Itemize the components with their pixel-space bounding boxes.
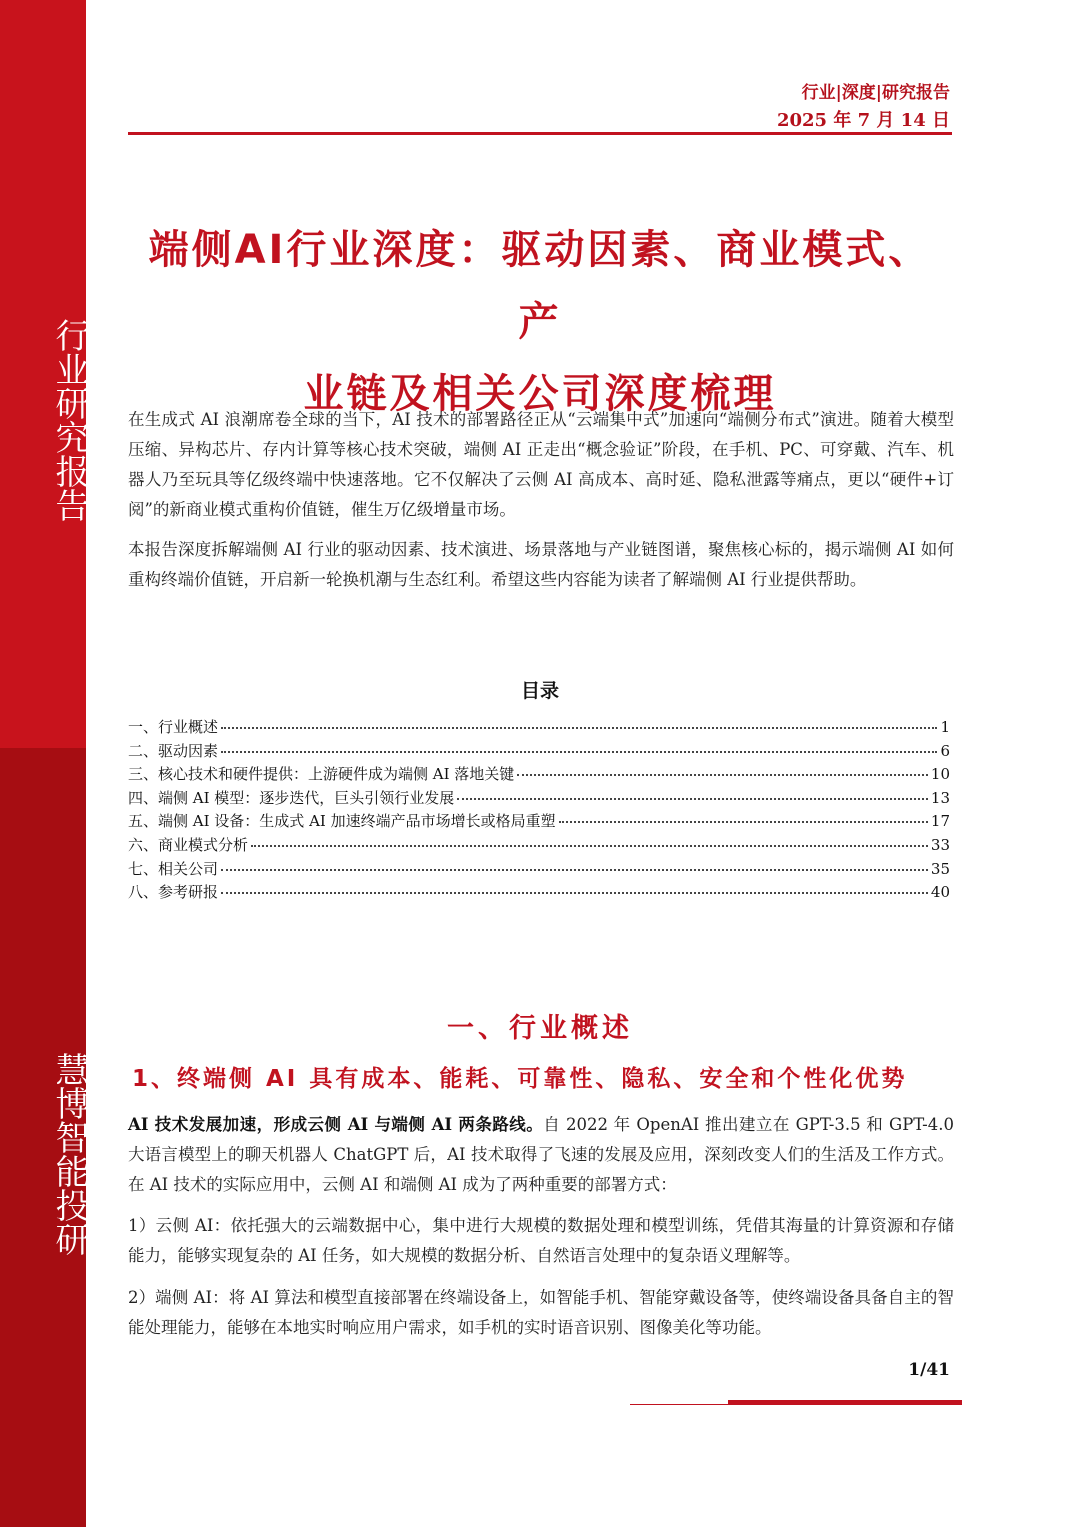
- toc-item[interactable]: [128, 740, 950, 764]
- report-date: 2025 年 7 月 14 日: [776, 110, 950, 131]
- intro-paragraph-1: 在生成式 AI 浪潮席卷全球的当下，AI 技术的部署路径正从“云端集中式”加速向“端侧分布式”演进。随着大模型压缩、异构芯片、存内计算等核心技术突破，端侧 AI 正走出“概念验证”阶段，在手机、PC、可穿戴、汽车、机器人乃至玩具等亿级终端中快速落地。它不仅解决了云侧 AI 高成本、高时延、隐私泄露等痛点，更以“硬件+订阅”的新商业模式重构价值链，催生万亿级增量市场。: [128, 410, 954, 519]
- toc-item-label: 四、端侧 AI 模型：逐步迭代，巨头引领行业发展: [128, 788, 455, 807]
- report-title-line1: 端侧AI行业深度：驱动因素、商业模式、产: [148, 227, 932, 345]
- toc-item-label: 五、端侧 AI 设备：生成式 AI 加速终端产品市场增长或格局重塑: [128, 812, 556, 831]
- report-title: [128, 214, 952, 430]
- toc-leader-dots: [457, 788, 928, 800]
- toc-leader-dots: [221, 741, 937, 753]
- body-paragraph-edge-ai: 2）端侧 AI：将 AI 算法和模型直接部署在终端设备上，如智能手机、智能穿戴设备等，使终端设备具备自主的智能处理能力，能够在本地实时响应用户需求，如手机的实时语音识别、图像美化等功能。: [128, 1288, 954, 1337]
- toc-leader-dots: [221, 859, 928, 871]
- body-lead-sentence: AI 技术发展加速，形成云侧 AI 与端侧 AI 两条路线。: [128, 1115, 544, 1134]
- intro-paragraph-2: 本报告深度拆解端侧 AI 行业的驱动因素、技术演进、场景落地与产业链图谱，聚焦核心标的，揭示端侧 AI 如何重构终端价值链，开启新一轮换机潮与生态红利。希望这些内容能为读者了解端侧 AI 行业提供帮助。: [128, 540, 954, 589]
- toc-item-page: 1: [940, 718, 950, 736]
- footer-divider-thin: [630, 1404, 962, 1405]
- toc-item[interactable]: [128, 858, 950, 882]
- section-heading: 一、行业概述: [447, 1013, 633, 1044]
- report-title-line2: 业链及相关公司深度梳理: [303, 371, 777, 417]
- report-tags: 行业|深度|研究报告: [801, 83, 950, 103]
- sidebar-report-type: 行业研究报告: [49, 318, 89, 522]
- toc-item-page: 6: [940, 741, 950, 760]
- toc-item-page: 35: [930, 859, 950, 878]
- toc-item-label: 一、行业概述: [128, 718, 219, 736]
- toc-item-label: 三、核心技术和硬件提供：上游硬件成为端侧 AI 落地关键: [128, 765, 515, 784]
- header-divider: [128, 132, 952, 135]
- sidebar-brand: 慧博智能投研: [49, 1052, 89, 1256]
- toc-item[interactable]: [128, 881, 950, 905]
- toc-leader-dots: [559, 811, 928, 823]
- body-paragraph-1-text: 自 2022 年 OpenAI 推出建立在 GPT-3.5 和 GPT-4.0 大语言模型上的聊天机器人 ChatGPT 后，AI 技术取得了飞速的发展及应用，深刻改变人们的生活及工作方式。在 AI 技术的实际应用中，云侧 AI 和端侧 AI 成为了两种重要的部署方式：: [128, 1115, 954, 1194]
- toc-item[interactable]: [128, 834, 950, 858]
- toc-leader-dots: [221, 882, 928, 894]
- body-paragraph-cloud-ai: 1）云侧 AI：依托强大的云端数据中心，集中进行大规模的数据处理和模型训练，凭借其海量的计算资源和存储能力，能够实现复杂的 AI 任务，如大规模的数据分析、自然语言处理中的复杂语义理解等。: [128, 1216, 954, 1265]
- toc-item-label: 七、相关公司: [128, 859, 219, 878]
- toc-item-label: 八、参考研报: [128, 883, 219, 902]
- toc-item[interactable]: [128, 763, 950, 787]
- toc-item-page: 10: [930, 765, 950, 784]
- toc-item-label: 二、驱动因素: [128, 741, 219, 760]
- toc-item[interactable]: [128, 787, 950, 811]
- toc-item-label: 六、商业模式分析: [128, 835, 249, 854]
- page-number: 1/41: [908, 1360, 950, 1380]
- table-of-contents: [128, 716, 950, 905]
- toc-title: 目录: [520, 680, 559, 702]
- toc-item[interactable]: [128, 716, 950, 740]
- toc-leader-dots: [221, 717, 937, 729]
- toc-item-page: 13: [930, 788, 950, 807]
- toc-item-page: 17: [930, 812, 950, 831]
- subsection-heading: 1、终端侧 AI 具有成本、能耗、可靠性、隐私、安全和个性化优势: [132, 1066, 908, 1092]
- toc-item[interactable]: [128, 810, 950, 834]
- body-paragraph-1: [128, 1110, 954, 1200]
- footer-divider-thick: [728, 1400, 962, 1404]
- toc-item-page: 33: [930, 835, 950, 854]
- toc-leader-dots: [251, 835, 928, 847]
- toc-item-page: 40: [930, 883, 950, 902]
- toc-leader-dots: [517, 764, 928, 776]
- left-sidebar: [0, 0, 89, 1527]
